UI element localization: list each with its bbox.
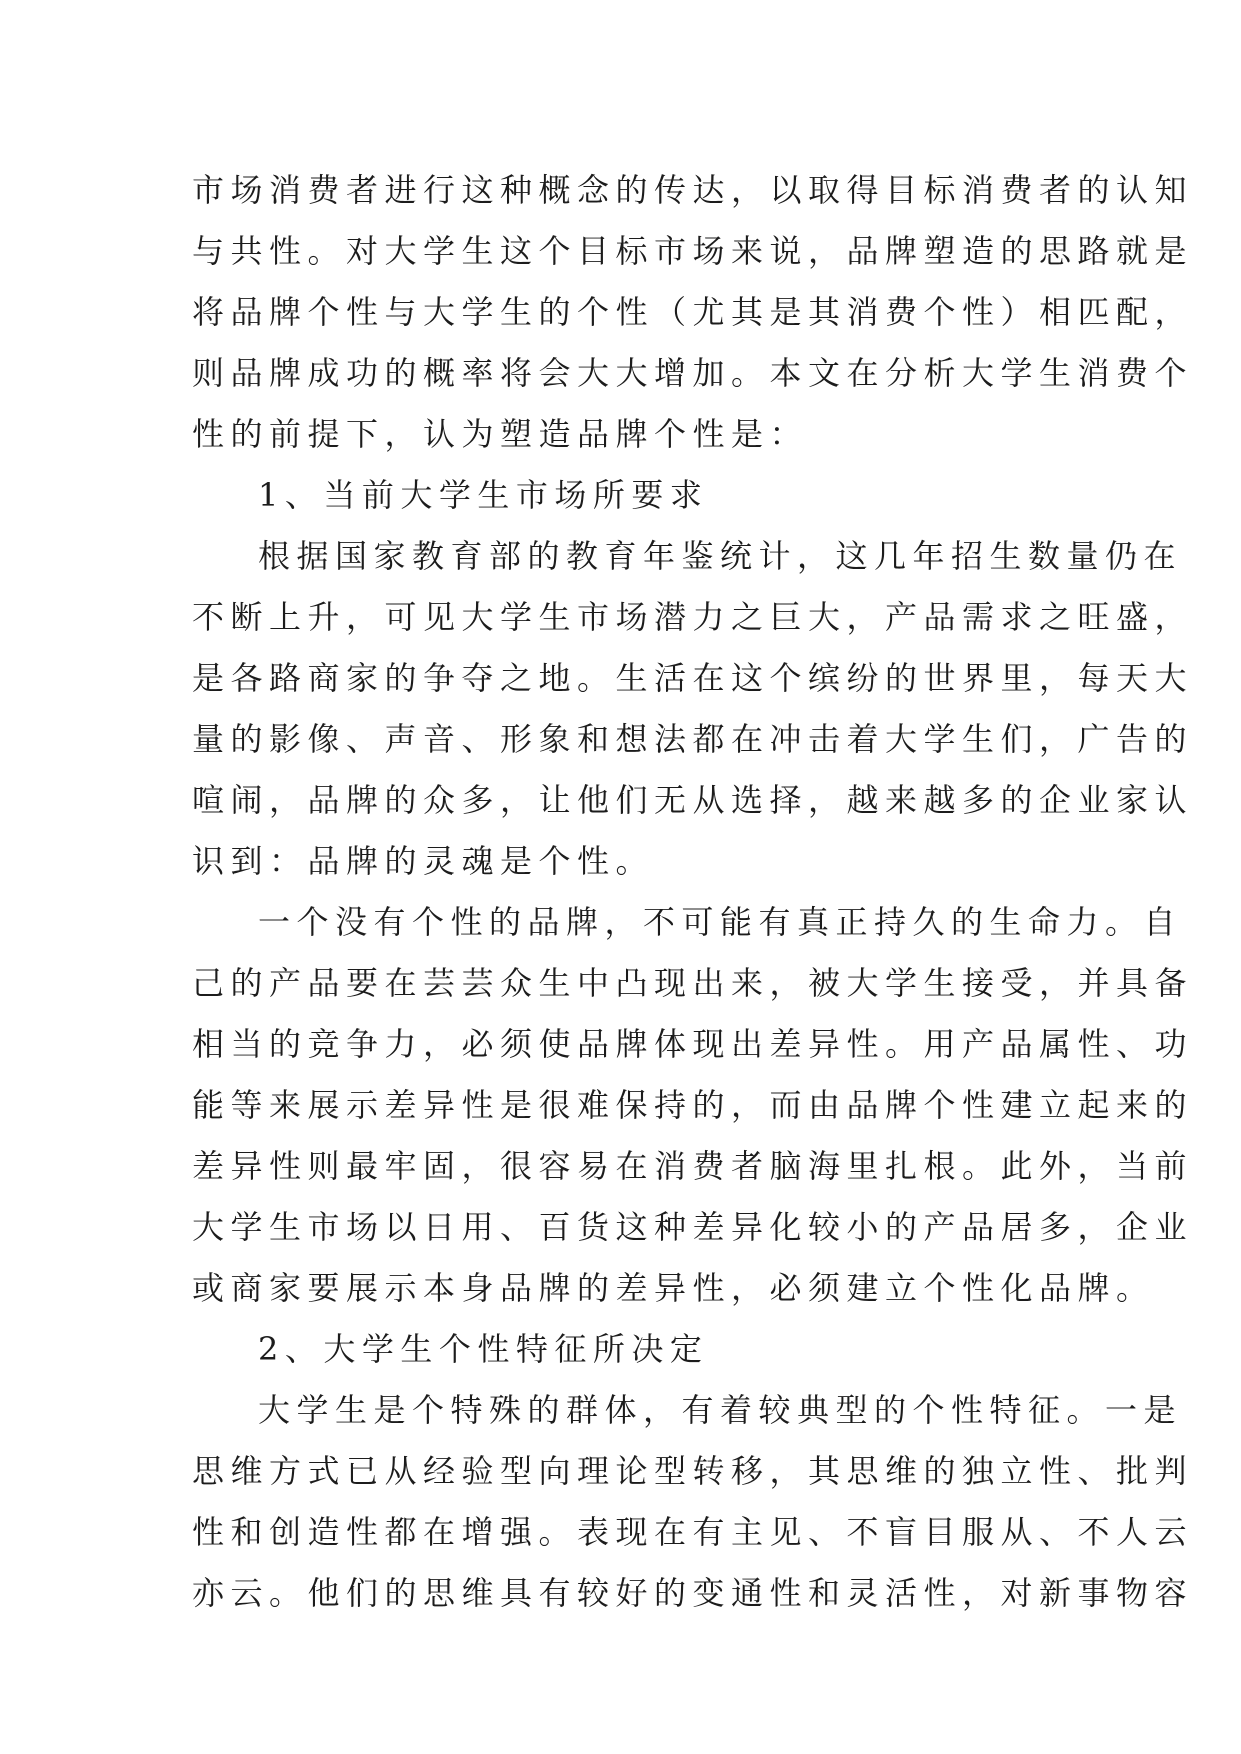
text-line: 识到：品牌的灵魂是个性。: [192, 842, 655, 880]
text-line: 大学生市场以日用、百货这种差异化较小的产品居多，企业: [192, 1208, 1194, 1246]
text-line: 性的前提下，认为塑造品牌个性是：: [192, 415, 809, 453]
text-line: 或商家要展示本身品牌的差异性，必须建立个性化品牌。: [192, 1269, 1155, 1307]
text-line: 喧闹，品牌的众多，让他们无从选择，越来越多的企业家认: [192, 781, 1194, 819]
text-line: 是各路商家的争夺之地。生活在这个缤纷的世界里，每天大: [192, 659, 1194, 697]
text-line: 己的产品要在芸芸众生中凸现出来，被大学生接受，并具备: [192, 964, 1194, 1002]
text-line: 1、当前大学生市场所要求: [258, 476, 709, 514]
text-line: 相当的竞争力，必须使品牌体现出差异性。用产品属性、功: [192, 1025, 1194, 1063]
text-line: 2、大学生个性特征所决定: [258, 1330, 709, 1368]
text-line: 性和创造性都在增强。表现在有主见、不盲目服从、不人云: [192, 1513, 1194, 1551]
text-line: 量的影像、声音、形象和想法都在冲击着大学生们，广告的: [192, 720, 1194, 758]
text-line: 差异性则最牢固，很容易在消费者脑海里扎根。此外，当前: [192, 1147, 1194, 1185]
text-line: 根据国家教育部的教育年鉴统计，这几年招生数量仍在: [258, 537, 1183, 575]
text-line: 大学生是个特殊的群体，有着较典型的个性特征。一是: [258, 1391, 1183, 1429]
text-line: 将品牌个性与大学生的个性（尤其是其消费个性）相匹配，: [192, 293, 1194, 331]
text-line: 思维方式已从经验型向理论型转移，其思维的独立性、批判: [192, 1452, 1194, 1490]
text-line: 则品牌成功的概率将会大大增加。本文在分析大学生消费个: [192, 354, 1194, 392]
text-line: 亦云。他们的思维具有较好的变通性和灵活性，对新事物容: [192, 1574, 1194, 1612]
text-line: 能等来展示差异性是很难保持的，而由品牌个性建立起来的: [192, 1086, 1194, 1124]
text-line: 市场消费者进行这种概念的传达，以取得目标消费者的认知: [192, 171, 1194, 209]
text-line: 一个没有个性的品牌，不可能有真正持久的生命力。自: [258, 903, 1183, 941]
body-text: [192, 160, 1194, 1624]
text-line: 不断上升，可见大学生市场潜力之巨大，产品需求之旺盛，: [192, 598, 1194, 636]
text-line: 与共性。对大学生这个目标市场来说，品牌塑造的思路就是: [192, 232, 1194, 270]
